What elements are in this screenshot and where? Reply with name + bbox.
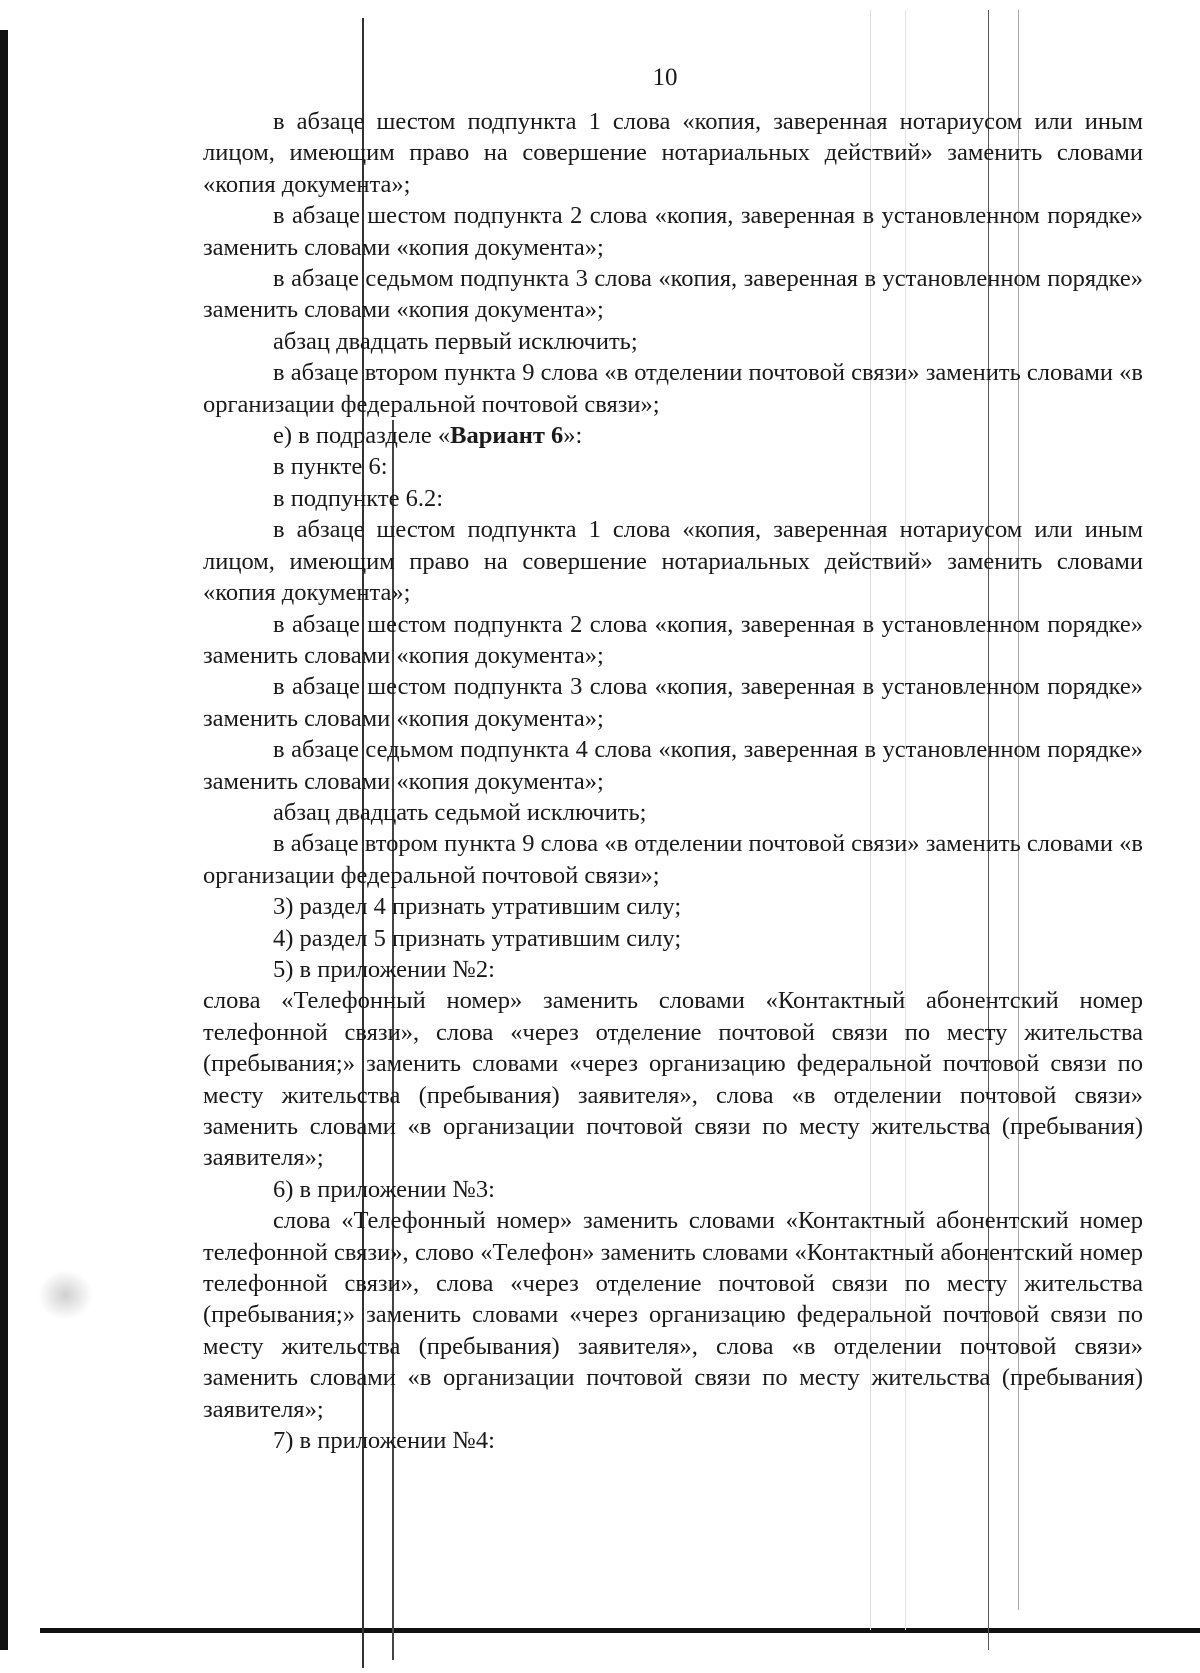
subsection-suffix: »: [563,422,583,450]
scan-smudge [38,1270,93,1320]
paragraph: в абзаце шестом подпункта 1 слова «копия, заверенная нотариусом или иным лицом, имеющим право на совершение нотариальных действий» заменить словами «копия документа»; [203,108,1143,198]
paragraph: 7) в приложении №4: [273,1427,495,1455]
paragraph: в абзаце седьмом подпункта 4 слова «копия, заверенная в установленном порядке» заменить словами «копия документа»; [203,736,1143,795]
paragraph: в абзаце втором пункта 9 слова «в отделении почтовой связи» заменить словами «в организации федеральной почтовой связи»; [203,830,1143,889]
paragraph: в абзаце шестом подпункта 2 слова «копия, заверенная в установленном порядке» заменить словами «копия документа»; [203,202,1143,261]
paragraph: абзац двадцать седьмой исключить; [273,798,647,826]
paragraph: слова «Телефонный номер» заменить словами «Контактный абонентский номер телефонной связи», слова «через отделение почтовой связи по месту жительства (пребывания;» заменить словами «через организацию федеральной почтовой связи по месту жительства (пребывания) заявителя», слова «в отделении почтовой связи» заменить словами «в организации почтовой связи по месту жительства (пребывания) заявителя»; [203,987,1143,1172]
paragraph: в абзаце шестом подпункта 2 слова «копия, заверенная в установленном порядке» заменить словами «копия документа»; [203,610,1143,669]
paragraph: в пункте 6: [273,453,388,481]
paragraph: в подпункте 6.2: [273,484,444,512]
paragraph: в абзаце втором пункта 9 слова «в отделении почтовой связи» заменить словами «в организации федеральной почтовой связи»; [203,359,1143,418]
scan-edge-left [0,30,8,1650]
paragraph: 5) в приложении №2: [273,955,495,983]
paragraph: абзац двадцать первый исключить; [273,327,638,355]
paragraph: 4) раздел 5 признать утратившим силу; [273,924,682,952]
subsection-prefix: е) в подразделе « [273,422,451,450]
scan-edge-bottom [40,1628,1200,1633]
page-number [0,64,1200,92]
paragraph: в абзаце шестом подпункта 3 слова «копия, заверенная в установленном порядке» заменить словами «копия документа»; [203,673,1143,732]
paragraph: слова «Телефонный номер» заменить словами «Контактный абонентский номер телефонной связи», слово «Телефон» заменить словами «Контактный абонентский номер телефонной связи», слова «через отделение почтовой связи по месту жительства (пребывания;» заменить словами «через организацию федеральной почтовой связи по месту жительства (пребывания) заявителя», слова «в отделении почтовой связи» заменить словами «в организации почтовой связи по месту жительства (пребывания) заявителя»; [203,1207,1143,1423]
page-number-text: 10 [652,64,678,91]
subsection-heading [203,420,1143,451]
paragraph: 6) в приложении №3: [273,1175,495,1203]
document-body [203,106,1143,1456]
subsection-title: Вариант 6 [450,422,564,450]
paragraph: в абзаце шестом подпункта 1 слова «копия, заверенная нотариусом или иным лицом, имеющим право на совершение нотариальных действий» заменить словами «копия документа»; [203,516,1143,607]
paragraph: в абзаце седьмом подпункта 3 слова «копия, заверенная в установленном порядке» заменить словами «копия документа»; [203,265,1143,324]
paragraph: 3) раздел 4 признать утратившим силу; [273,893,682,921]
